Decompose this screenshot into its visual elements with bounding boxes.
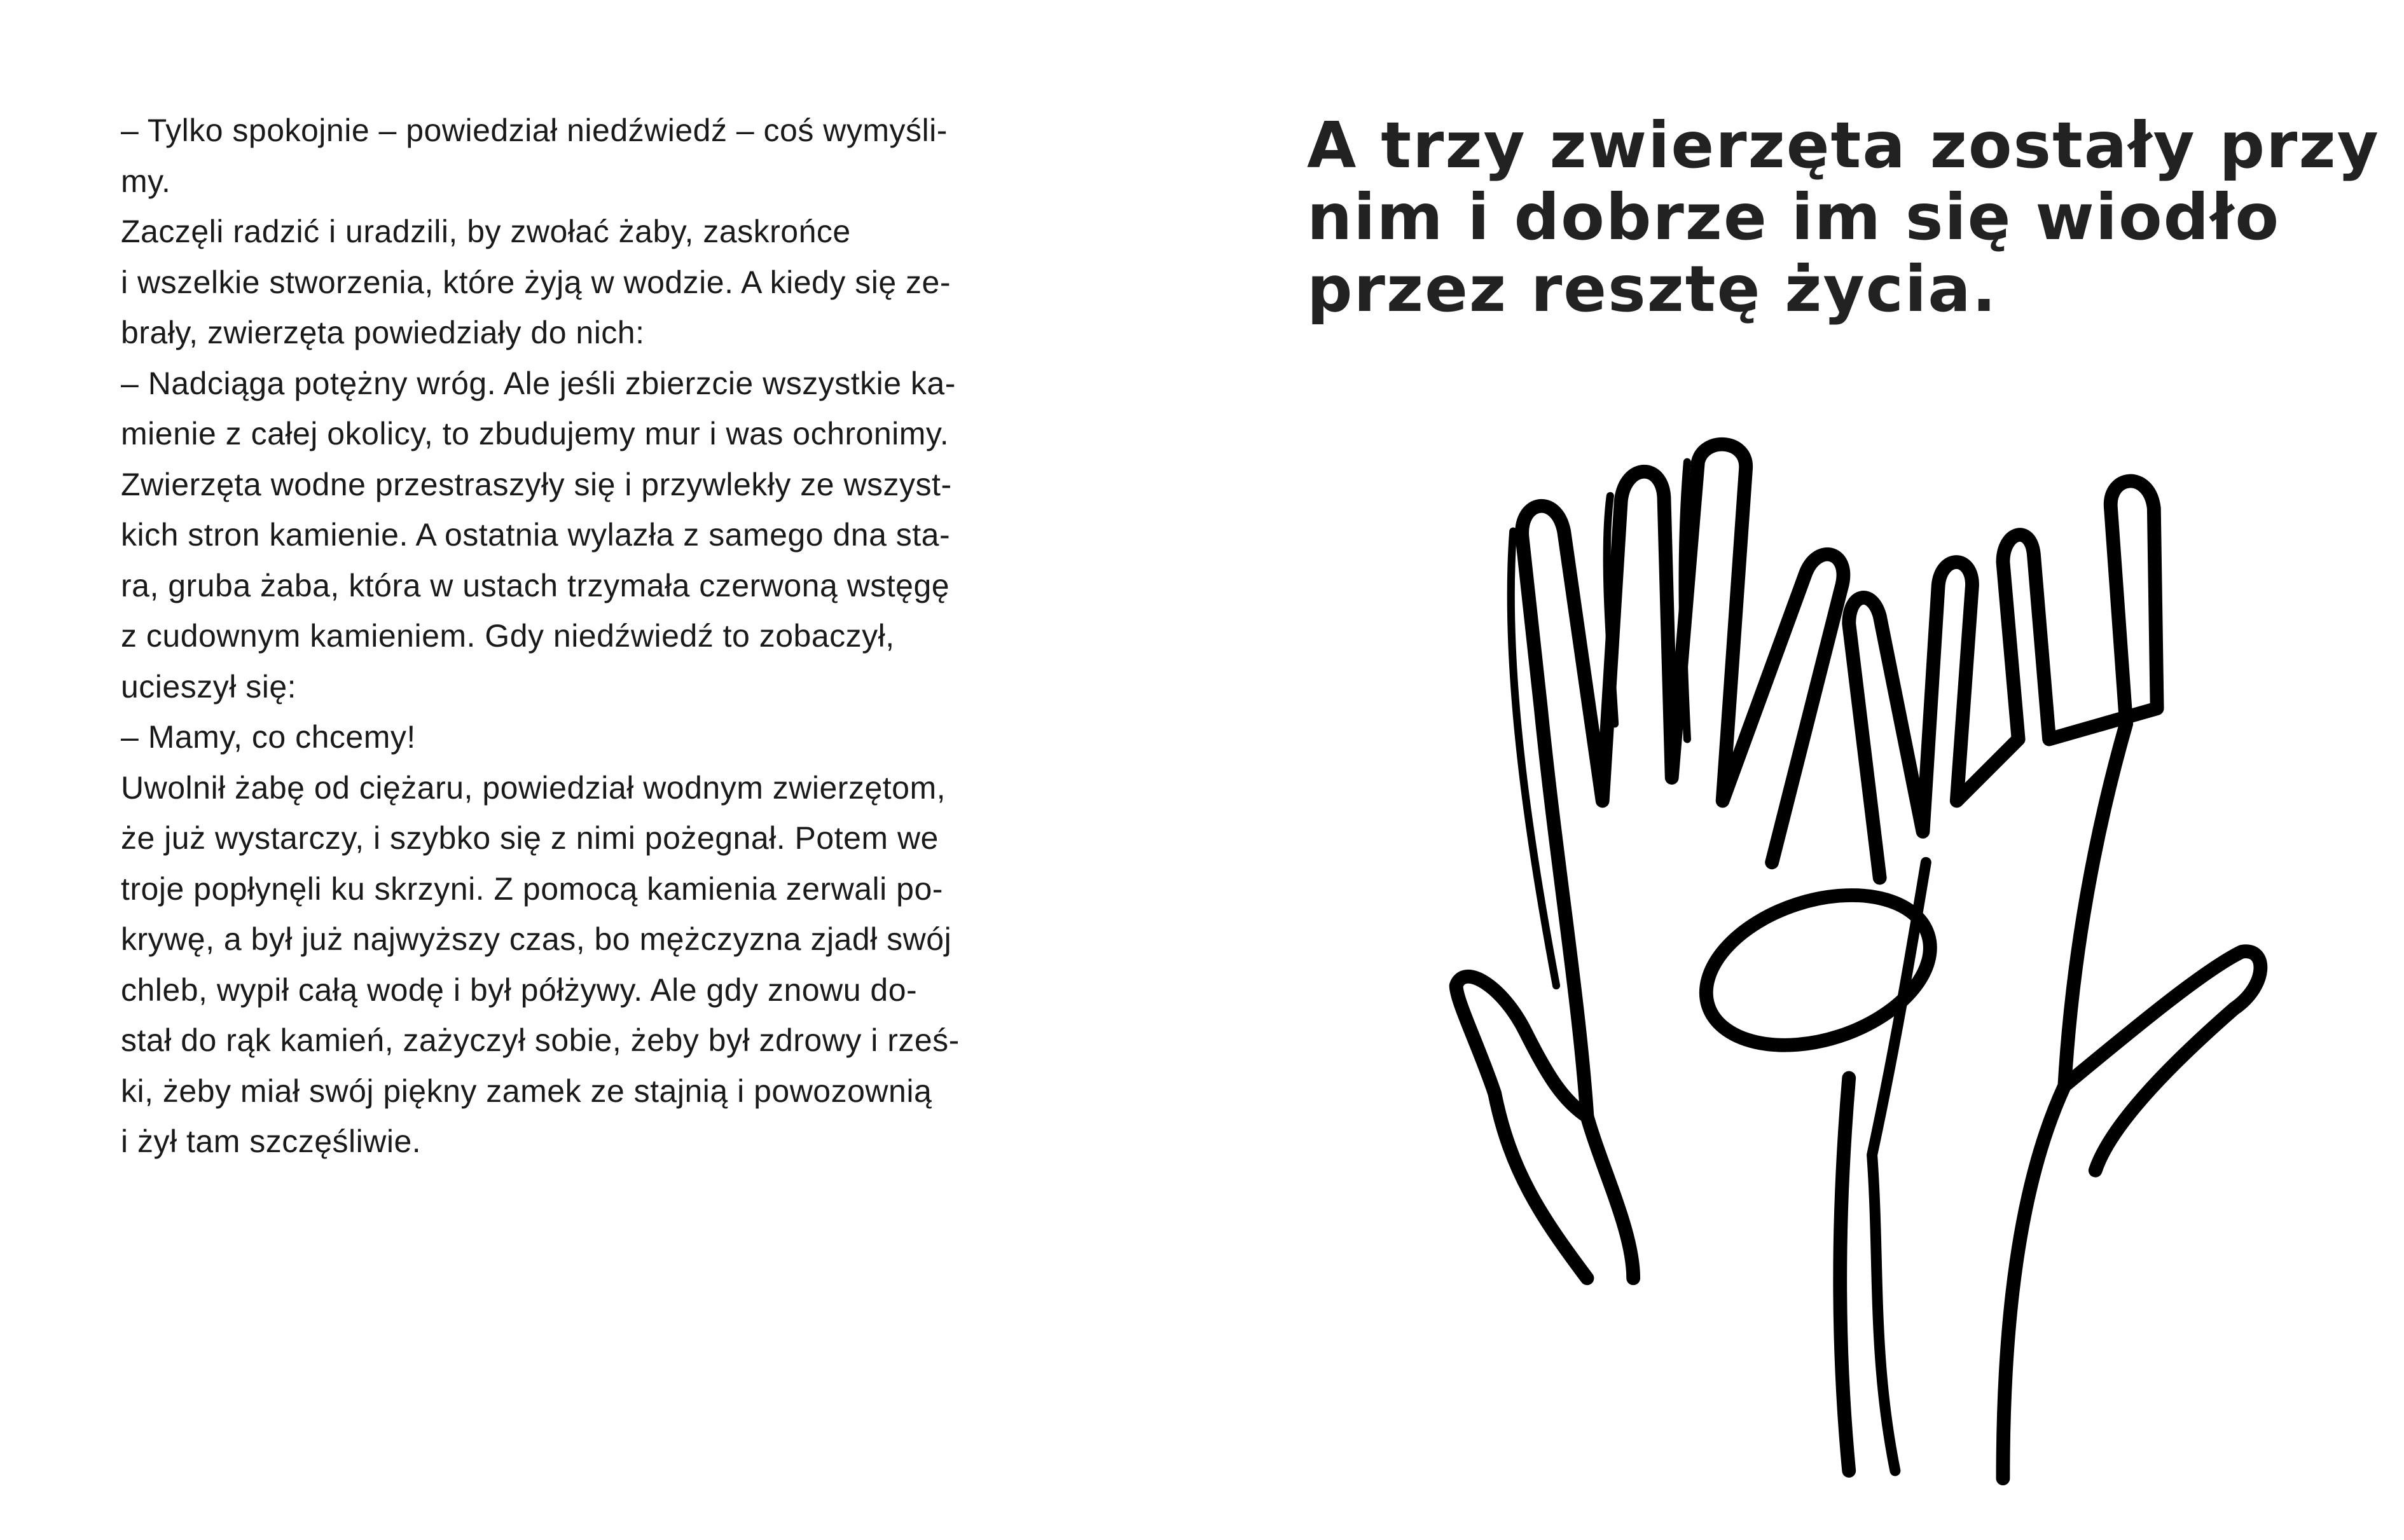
text-line: troje popłynęli ku skrzyni. Z pomocą kamienia zerwali po-: [121, 870, 943, 907]
text-line: mienie z całej okolicy, to zbudujemy mur i was ochronimy.: [121, 416, 950, 451]
text-line: Zwierzęta wodne przestraszyły się i przywlekły ze wszyst-: [121, 466, 952, 502]
text-line: i wszelkie stworzenia, które żyją w wodzie. A kiedy się ze-: [121, 264, 951, 300]
text-line: z cudownym kamieniem. Gdy niedźwiedź to zobaczył,: [121, 618, 895, 654]
text-line: – Tylko spokojnie – powiedział niedźwiedź – coś wymyśli-: [121, 113, 948, 148]
title-line: A trzy zwierzęta zostały przy: [1307, 108, 2380, 182]
text-line: Zaczęli radzić i uradzili, by zwołać żaby, zaskrońce: [121, 214, 851, 249]
text-line: – Mamy, co chcemy!: [121, 719, 416, 755]
text-line: i żył tam szczęśliwie.: [121, 1124, 422, 1159]
text-line: że już wystarczy, i szybko się z nimi pożegnał. Potem we: [121, 820, 939, 856]
text-line: brały, zwierzęta powiedziały do nich:: [121, 315, 645, 350]
text-line: ra, gruba żaba, która w ustach trzymała czerwoną wstęgę: [121, 567, 950, 603]
title-line: nim i dobrze im się wiodło: [1307, 180, 2281, 254]
right-hand-inner: [1872, 862, 1926, 1471]
text-line: my.: [121, 163, 171, 199]
left-wrist: [1587, 1078, 1849, 1471]
text-line: ki, żeby miał swój piękny zamek ze stajnią i powozownią: [121, 1073, 932, 1109]
text-line: chleb, wypił całą wodę i był półżywy. Ale gdy znowu do-: [121, 972, 918, 1008]
text-line: ucieszył się:: [121, 668, 297, 705]
text-line: Uwolnił żabę od ciężaru, powiedział wodnym zwierzętom,: [121, 769, 946, 806]
text-line: stał do rąk kamień, zażyczył sobie, żeby był zdrowy i rześ-: [121, 1022, 960, 1058]
text-line: – Nadciąga potężny wróg. Ale jeśli zbierzcie wszystkie ka-: [121, 365, 956, 401]
text-line: kich stron kamienie. A ostatnia wylazła z samego dna sta-: [121, 517, 951, 553]
title-line: przez resztę życia.: [1307, 252, 1998, 326]
text-line: krywę, a był już najwyższy czas, bo mężczyzna zjadł swój: [121, 921, 952, 957]
